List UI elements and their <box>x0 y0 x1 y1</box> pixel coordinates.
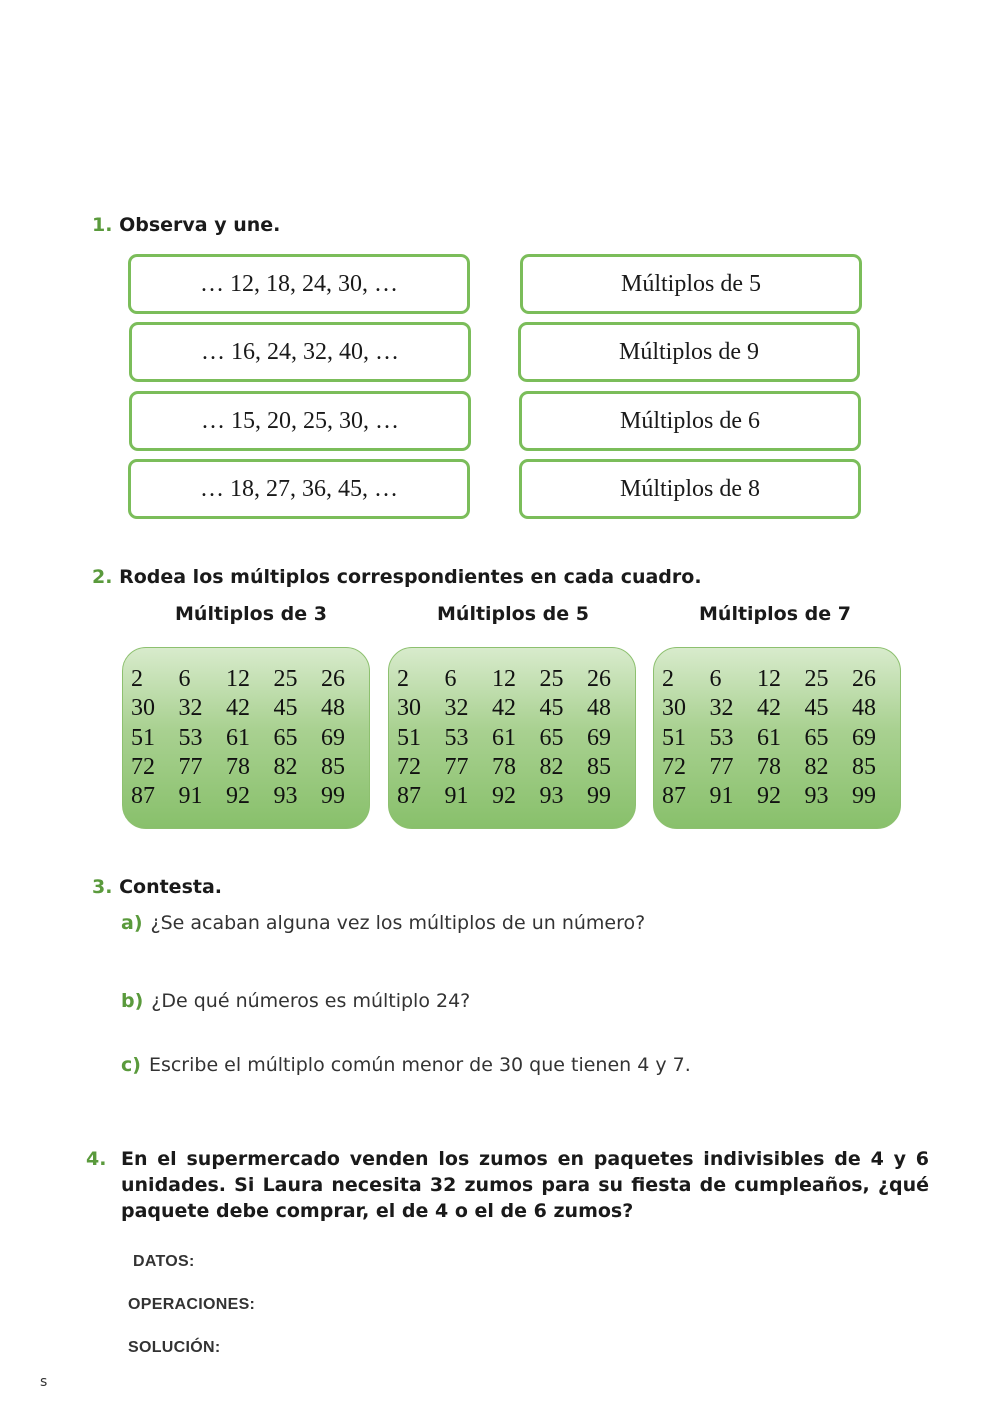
question-c-text: Escribe el múltiplo común menor de 30 que tienen 4 y 7. <box>148 1054 691 1076</box>
grid-row <box>397 753 635 782</box>
grid-number[interactable]: 48 <box>321 695 345 722</box>
grid-number[interactable]: 87 <box>662 783 686 810</box>
grid-number[interactable]: 25 <box>539 666 564 692</box>
grid-number[interactable]: 72 <box>662 753 686 780</box>
datos-label: DATOS: <box>133 1253 195 1270</box>
sequence-box-4[interactable]: … 18, 27, 36, 45, … <box>128 459 470 519</box>
grid-number[interactable]: 99 <box>852 783 876 810</box>
grid-number[interactable]: 26 <box>852 666 876 692</box>
question-a <box>121 912 645 934</box>
exercise-3-number: 3. <box>92 876 113 898</box>
grid-number[interactable]: 42 <box>757 695 781 722</box>
grid-row <box>397 665 635 694</box>
grid-row <box>131 724 369 753</box>
grid-number[interactable]: 12 <box>226 666 250 692</box>
grid-number[interactable]: 51 <box>131 724 155 751</box>
grid-number[interactable]: 99 <box>321 783 345 810</box>
grid-number[interactable]: 45 <box>804 695 829 722</box>
grid-number[interactable]: 78 <box>757 753 781 780</box>
grid-number[interactable]: 72 <box>131 753 155 780</box>
grid-row <box>397 782 635 811</box>
grid-number[interactable]: 82 <box>539 753 564 780</box>
grid-number[interactable]: 87 <box>131 783 155 810</box>
grid-number[interactable]: 2 <box>662 666 674 692</box>
grid-number[interactable]: 77 <box>444 753 469 780</box>
grid-number[interactable]: 92 <box>757 783 781 810</box>
grid-number[interactable]: 48 <box>587 695 611 722</box>
grid-number[interactable]: 30 <box>397 695 421 722</box>
grid-number[interactable]: 51 <box>397 724 421 751</box>
grid-number[interactable]: 82 <box>804 753 829 780</box>
exercise-1-number: 1. <box>92 214 113 236</box>
grid-number[interactable]: 77 <box>709 753 734 780</box>
grid-number[interactable]: 69 <box>321 724 345 751</box>
grid-number[interactable]: 42 <box>226 695 250 722</box>
operaciones-label: OPERACIONES: <box>128 1296 256 1313</box>
exercise-3-title: Contesta. <box>119 876 223 898</box>
grid-number[interactable]: 32 <box>444 695 469 722</box>
grid-row <box>662 782 900 811</box>
grid-number[interactable]: 45 <box>539 695 564 722</box>
question-b-text: ¿De qué números es múltiplo 24? <box>151 990 471 1012</box>
grid-number[interactable]: 51 <box>662 724 686 751</box>
grid-number[interactable]: 25 <box>273 666 298 692</box>
grid-number[interactable]: 93 <box>804 783 829 810</box>
grid-row <box>662 665 900 694</box>
exercise-4-problem-text: En el supermercado venden los zumos en paquetes indivisibles de 4 y 6 unidades. Si Laura necesita 32 zumos para su fiesta de cumpleaños, ¿qué paquete debe comprar, el de 4 o el de 6 zumos? <box>121 1148 929 1222</box>
grid-number[interactable]: 93 <box>273 783 298 810</box>
grid-number[interactable]: 85 <box>852 753 876 780</box>
multiple-box-2[interactable]: Múltiplos de 9 <box>518 322 860 382</box>
grid-row <box>662 694 900 723</box>
exercise-1-heading <box>92 214 280 236</box>
grid-row <box>131 753 369 782</box>
grid-row <box>131 665 369 694</box>
grid-row <box>397 724 635 753</box>
grid-row <box>131 694 369 723</box>
grid-number[interactable]: 78 <box>492 753 516 780</box>
grid-number[interactable]: 2 <box>397 666 409 692</box>
sequence-box-2[interactable]: … 16, 24, 32, 40, … <box>129 322 471 382</box>
grid-title-3: Múltiplos de 3 <box>175 603 327 625</box>
number-grid-5 <box>388 647 636 829</box>
grid-number[interactable]: 48 <box>852 695 876 722</box>
number-grid-3 <box>122 647 370 829</box>
grid-number[interactable]: 92 <box>492 783 516 810</box>
grid-number[interactable]: 92 <box>226 783 250 810</box>
grid-row <box>662 753 900 782</box>
page-mark: s <box>40 1374 48 1390</box>
grid-number[interactable]: 91 <box>444 783 469 810</box>
grid-number[interactable]: 6 <box>709 666 722 692</box>
exercise-3-heading <box>92 876 222 898</box>
multiple-box-1[interactable]: Múltiplos de 5 <box>520 254 862 314</box>
question-c <box>121 1054 691 1076</box>
grid-number[interactable]: 91 <box>709 783 734 810</box>
sequence-box-1[interactable]: … 12, 18, 24, 30, … <box>128 254 470 314</box>
grid-number[interactable]: 53 <box>178 724 203 751</box>
grid-number[interactable]: 69 <box>587 724 611 751</box>
grid-number[interactable]: 85 <box>321 753 345 780</box>
grid-number[interactable]: 61 <box>757 724 781 751</box>
grid-number[interactable]: 12 <box>492 666 516 692</box>
grid-number[interactable]: 53 <box>444 724 469 751</box>
grid-number[interactable]: 93 <box>539 783 564 810</box>
grid-title-5: Múltiplos de 5 <box>437 603 589 625</box>
grid-number[interactable]: 12 <box>757 666 781 692</box>
question-c-letter: c) <box>121 1054 141 1076</box>
grid-number[interactable]: 45 <box>273 695 298 722</box>
grid-number[interactable]: 26 <box>321 666 345 692</box>
exercise-1-title: Observa y une. <box>119 214 281 236</box>
grid-row <box>662 724 900 753</box>
exercise-2-title: Rodea los múltiplos correspondientes en cada cuadro. <box>119 566 702 588</box>
grid-number[interactable]: 65 <box>539 724 564 751</box>
exercise-4-number-text: 4. <box>86 1148 107 1170</box>
grid-number[interactable]: 65 <box>273 724 298 751</box>
exercise-4-number <box>86 1146 106 1172</box>
question-b-letter: b) <box>121 990 144 1012</box>
grid-title-7: Múltiplos de 7 <box>699 603 851 625</box>
exercise-2-number: 2. <box>92 566 113 588</box>
grid-number[interactable]: 99 <box>587 783 611 810</box>
grid-number[interactable]: 61 <box>226 724 250 751</box>
grid-number[interactable]: 30 <box>131 695 155 722</box>
multiple-box-3[interactable]: Múltiplos de 6 <box>519 391 861 451</box>
grid-number[interactable]: 85 <box>587 753 611 780</box>
number-grid-7 <box>653 647 901 829</box>
grid-row <box>397 694 635 723</box>
grid-number[interactable]: 30 <box>662 695 686 722</box>
grid-number[interactable]: 25 <box>804 666 829 692</box>
grid-number[interactable]: 69 <box>852 724 876 751</box>
sequence-box-3[interactable]: … 15, 20, 25, 30, … <box>129 391 471 451</box>
multiple-box-4[interactable]: Múltiplos de 8 <box>519 459 861 519</box>
grid-number[interactable]: 91 <box>178 783 203 810</box>
grid-number[interactable]: 78 <box>226 753 250 780</box>
grid-number[interactable]: 72 <box>397 753 421 780</box>
grid-number[interactable]: 65 <box>804 724 829 751</box>
question-b <box>121 990 470 1012</box>
grid-number[interactable]: 87 <box>397 783 421 810</box>
grid-number[interactable]: 32 <box>709 695 734 722</box>
grid-number[interactable]: 2 <box>131 666 143 692</box>
solucion-label: SOLUCIÓN: <box>128 1339 221 1356</box>
grid-number[interactable]: 42 <box>492 695 516 722</box>
question-a-letter: a) <box>121 912 143 934</box>
question-a-text: ¿Se acaban alguna vez los múltiplos de un número? <box>150 912 646 934</box>
grid-number[interactable]: 61 <box>492 724 516 751</box>
grid-row <box>131 782 369 811</box>
grid-number[interactable]: 82 <box>273 753 298 780</box>
exercise-2-heading <box>92 566 702 588</box>
grid-number[interactable]: 6 <box>178 666 191 692</box>
grid-number[interactable]: 32 <box>178 695 203 722</box>
grid-number[interactable]: 77 <box>178 753 203 780</box>
grid-number[interactable]: 53 <box>709 724 734 751</box>
grid-number[interactable]: 26 <box>587 666 611 692</box>
grid-number[interactable]: 6 <box>444 666 457 692</box>
